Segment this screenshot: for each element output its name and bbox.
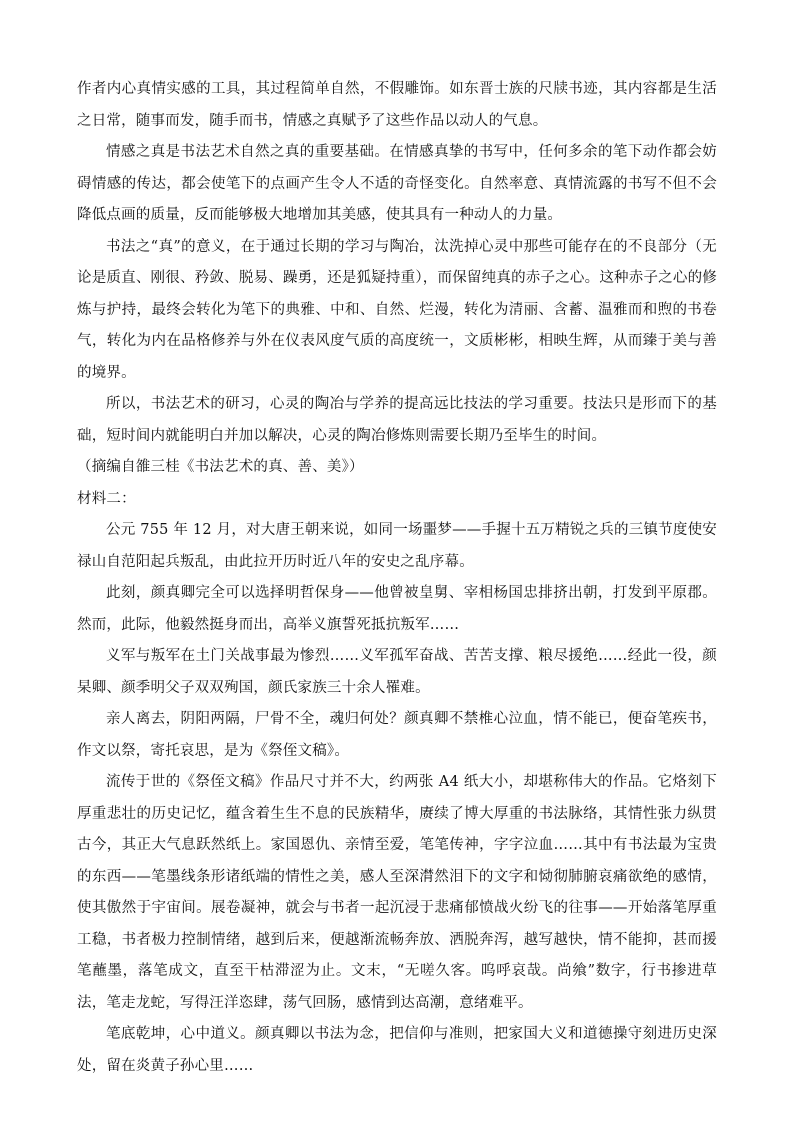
source-citation: （摘编自雒三桂《书法艺术的真、善、美》）: [77, 459, 364, 475]
section-heading-material-2: 材料二：: [77, 490, 136, 507]
paragraph-7: 义军与叛军在土门关战事最为惨烈……义军孤军奋战、苦苦支撑、粮尽援绝……经此一役，颜杲卿、颜季明父子双双殉国，颜氏家族三十余人罹难。: [77, 648, 717, 696]
paragraph-2: 情感之真是书法艺术自然之真的重要基础。在情感真挚的书写中，任何多余的笔下动作都会妨碍情感的传达，都会使笔下的点画产生令人不适的奇怪变化。自然率意、真情流露的书写不但不会降低点画的质量，反而能够极大地增加其美感，使其具有一种动人的力量。: [77, 144, 717, 223]
paragraph-9: 流传于世的《祭侄文稿》作品尺寸并不大，约两张 A4 纸大小，却堪称伟大的作品。它烙刻下厚重悲壮的历史记忆，蕴含着生生不息的民族精华，赓续了博大厚重的书法脉络，其情性张力纵贯古今，其正大气息跃然纸上。家国恩仇、亲情至爱，笔笔传神，字字泣血……其中有书法最为宝贵的东西——笔墨线条形诸纸端的情性之美，感人至深潸然泪下的文字和恸彻肺腑哀痛欲绝的感情，使其傲然于宇宙间。展卷凝神，就会与书者一起沉浸于悲痛郁愤战火纷飞的往事——开始落笔厚重工稳，书者极力控制情绪，越到后来，便越渐流畅奔放、洒脱奔泻，越写越快，情不能抑，甚而援笔蘸墨，落笔成文，直至干枯滞涩为止。文末，“无嗟久客。呜呼哀哉。尚飨”数字，行书掺进草法，笔走龙蛇，写得汪洋恣肆，荡气回肠，感情到达高潮，意绪难平。: [77, 774, 717, 1011]
paragraph-1: 作者内心真情实感的工具，其过程简单自然，不假雕饰。如东晋士族的尺牍书迹，其内容都是生活之日常，随事而发，随手而书，情感之真赋予了这些作品以动人的气息。: [77, 81, 717, 129]
document-body: [77, 74, 717, 1082]
paragraph-10: 笔底乾坤，心中道义。颜真卿以书法为念，把信仰与准则，把家国大义和道德操守刻进历史深处，留在炎黄子孙心里……: [77, 1026, 717, 1074]
paragraph-4: 所以，书法艺术的研习，心灵的陶冶与学养的提高远比技法的学习重要。技法只是形而下的基础，短时间内就能明白并加以解决，心灵的陶冶修炼则需要长期乃至毕生的时间。: [77, 396, 717, 444]
paragraph-6: 此刻，颜真卿完全可以选择明哲保身——他曾被皇舅、宰相杨国忠排挤出朝，打发到平原郡。然而，此际，他毅然挺身而出，高举义旗誓死抵抗叛军……: [77, 585, 717, 633]
paragraph-5: 公元 755 年 12 月，对大唐王朝来说，如同一场噩梦——手握十五万精锐之兵的三镇节度使安禄山自范阳起兵叛乱，由此拉开历时近八年的安史之乱序幕。: [77, 522, 717, 570]
paragraph-8: 亲人离去，阴阳两隔，尸骨不全，魂归何处？颜真卿不禁椎心泣血，情不能已，便奋笔疾书，作文以祭，寄托哀思，是为《祭侄文稿》。: [77, 711, 717, 759]
paragraph-3: 书法之“真”的意义，在于通过长期的学习与陶冶，汰洗掉心灵中那些可能存在的不良部分（无论是质直、刚很、矜敛、脱易、躁勇，还是狐疑持重），而保留纯真的赤子之心。这种赤子之心的修炼与护持，最终会转化为笔下的典雅、中和、自然、烂漫，转化为清丽、含蓄、温雅而和煦的书卷气，转化为内在品格修养与外在仪表风度气质的高度统一，文质彬彬，相映生辉，从而臻于美与善的境界。: [77, 238, 717, 381]
